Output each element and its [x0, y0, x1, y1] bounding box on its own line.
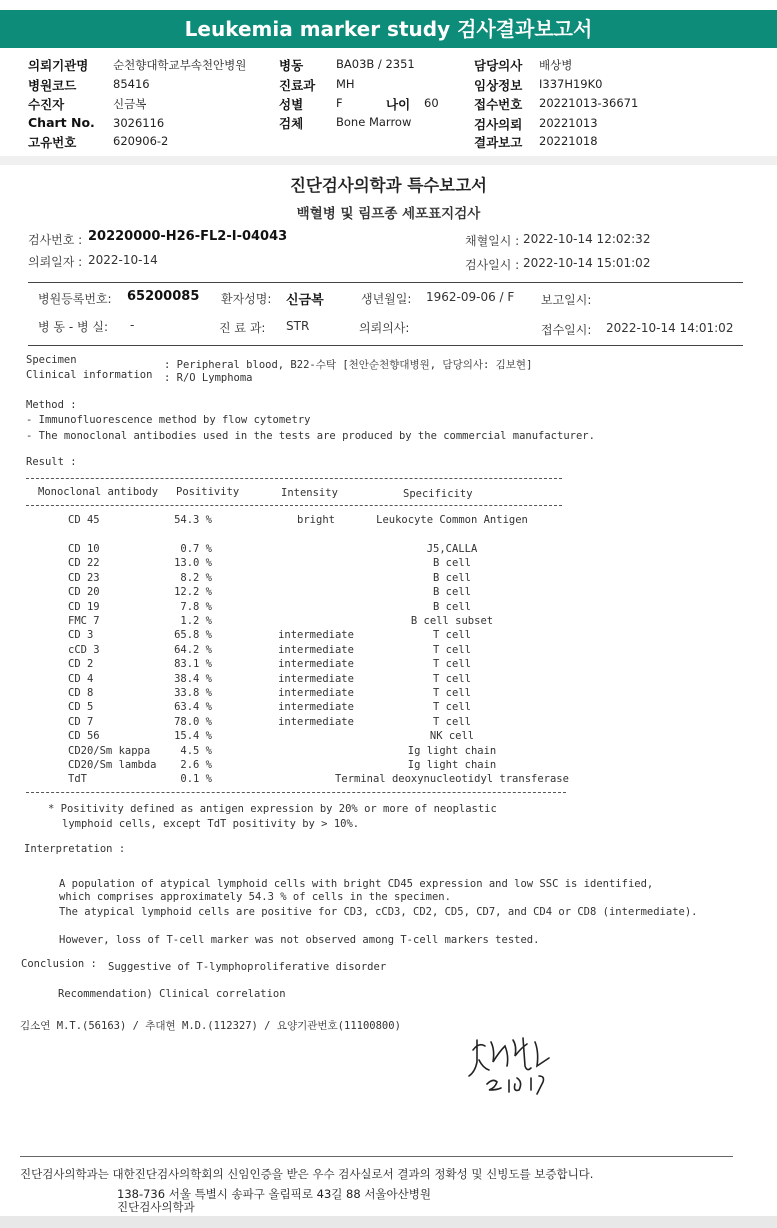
row-specificity: T cell: [433, 643, 471, 656]
row-intensity: intermediate: [278, 672, 354, 685]
report-subtitle: 백혈병 및 림프종 세포표지검사: [296, 206, 481, 222]
header-value: 배상병: [539, 58, 573, 72]
recommendation: Recommendation) Clinical correlation: [58, 988, 286, 1000]
reg-label: 병원등록번호:: [38, 292, 112, 306]
reg-no: 65200085: [127, 289, 200, 304]
row-specificity: T cell: [433, 658, 471, 671]
report-title: 진단검사의학과 특수보고서: [289, 176, 487, 195]
dob: 1962-09-06 / F: [426, 290, 515, 304]
header-value: 85416: [113, 77, 150, 91]
row-intensity: intermediate: [278, 658, 354, 671]
row-specificity: T cell: [433, 672, 471, 685]
header-label: 접수번호: [474, 97, 523, 112]
row-antibody: CD 7: [68, 715, 94, 728]
req-date-label: 의뢰일자 :: [28, 255, 83, 269]
row-specificity: T cell: [433, 701, 471, 714]
row-specificity: J5,CALLA: [426, 543, 478, 555]
row-specificity: T cell: [433, 715, 471, 728]
row-specificity: B cell: [433, 600, 471, 613]
header-value: 신금복: [113, 97, 147, 111]
bottom-margin: [0, 1216, 777, 1228]
header-value: MH: [336, 77, 355, 91]
header-label: 검체: [279, 116, 304, 131]
header-label: 검사의뢰: [474, 117, 523, 132]
age-value: 60: [424, 96, 439, 110]
row-positivity: 0.1 %: [180, 773, 212, 786]
table-header-specificity: Specificity: [403, 488, 473, 500]
exam-no: 20220000-H26-FL2-I-04043: [88, 229, 288, 244]
row-intensity: intermediate: [278, 701, 354, 714]
row-specificity: B cell: [433, 571, 471, 584]
row-positivity: 12.2 %: [174, 586, 212, 599]
row-positivity: 15.4 %: [174, 730, 212, 743]
row-specificity: B cell subset: [410, 615, 494, 627]
header-label: Chart No.: [28, 115, 95, 130]
header-label: 병원코드: [28, 78, 77, 93]
table-header-positivity: Positivity: [176, 486, 240, 498]
specimen-value: : Peripheral blood, B22-수탁 [천안순천향대병원, 담당의사: 김보현]: [164, 359, 533, 371]
interpretation-line: However, loss of T-cell marker was not observed among T-cell markers tested.: [59, 934, 540, 946]
row-antibody: CD 5: [68, 701, 94, 714]
row-positivity: 8.2 %: [180, 571, 212, 584]
row-antibody: CD 45: [68, 514, 100, 526]
interpretation-line: A population of atypical lymphoid cells with bright CD45 expression and low SSC is identified,: [59, 878, 654, 890]
header-value: F: [336, 96, 343, 110]
collect-label: 채혈일시 :: [465, 234, 520, 248]
header-value: 3026116: [113, 116, 165, 130]
row-specificity: Leukocyte Common Antigen: [376, 514, 528, 526]
row-antibody: CD 4: [68, 672, 94, 685]
row-specificity: Ig light chain: [407, 744, 497, 757]
header-label: 진료과: [279, 78, 316, 93]
report-banner: Leukemia marker study 검사결과보고서: [0, 10, 777, 48]
row-positivity: 1.2 %: [180, 615, 212, 627]
row-specificity: T cell: [433, 629, 471, 642]
row-positivity: 63.4 %: [174, 701, 212, 714]
row-antibody: CD 2: [68, 658, 94, 671]
exam-no-label: 검사번호 :: [28, 233, 83, 247]
header-label: 의뢰기관명: [28, 58, 89, 73]
row-intensity: intermediate: [278, 629, 354, 642]
divider: [28, 345, 743, 346]
row-specificity: Terminal deoxynucleotidyl transferase: [335, 773, 569, 786]
row-specificity: B cell: [433, 586, 471, 599]
clinical-label: Clinical information: [26, 369, 153, 381]
footnote-line: * Positivity defined as antigen expression by 20% or more of neoplastic: [48, 803, 497, 815]
clinical-value: : R/O Lymphoma: [164, 372, 253, 384]
table-header-antibody: Monoclonal antibody: [38, 486, 159, 498]
row-antibody: CD 23: [68, 571, 100, 584]
row-antibody: CD 56: [68, 730, 100, 743]
row-positivity: 13.0 %: [174, 557, 212, 570]
row-positivity: 65.8 %: [174, 629, 212, 642]
row-antibody: CD 3: [68, 629, 94, 642]
row-positivity: 78.0 %: [174, 715, 212, 728]
req-date: 2022-10-14: [88, 253, 158, 267]
interpretation-line: which comprises approximately 54.3 % of cells in the specimen.: [59, 891, 451, 903]
row-intensity: bright: [297, 514, 335, 526]
row-specificity: T cell: [433, 687, 471, 699]
row-positivity: 2.6 %: [180, 759, 212, 771]
row-antibody: CD 22: [68, 557, 100, 570]
table-rule: [26, 505, 562, 506]
row-positivity: 54.3 %: [174, 514, 212, 526]
handwritten-signature: [465, 1032, 585, 1102]
footer-dept: 진단검사의학과: [117, 1200, 195, 1214]
interpretation-title: Interpretation :: [24, 843, 126, 855]
header-value: 620906-2: [113, 134, 169, 148]
ward: -: [130, 318, 135, 332]
receipt-label: 접수일시:: [541, 323, 592, 337]
result-title: Result :: [26, 456, 77, 468]
row-positivity: 4.5 %: [180, 744, 212, 757]
header-value: 20221013: [539, 116, 598, 130]
age-label: 나이: [386, 97, 411, 112]
header-label: 결과보고: [474, 135, 523, 150]
header-value: BA03B / 2351: [336, 57, 415, 71]
method-title: Method :: [26, 399, 77, 411]
dept: STR: [286, 319, 310, 333]
row-positivity: 33.8 %: [174, 687, 212, 699]
conclusion-label: Conclusion :: [21, 958, 97, 970]
table-header-intensity: Intensity: [281, 487, 338, 499]
row-positivity: 64.2 %: [174, 643, 212, 656]
row-antibody: CD20/Sm kappa: [68, 744, 151, 757]
row-antibody: CD 19: [68, 600, 100, 613]
row-positivity: 38.4 %: [174, 672, 212, 685]
dept-label: 진 료 과:: [219, 321, 266, 335]
divider: [20, 1156, 733, 1157]
footnote-line: lymphoid cells, except TdT positivity by > 10%.: [62, 818, 360, 830]
name-label: 환자성명:: [221, 292, 272, 306]
header-value: 20221018: [539, 134, 598, 148]
patient-name: 신금복: [286, 293, 324, 308]
row-positivity: 83.1 %: [174, 658, 212, 671]
ward-label: 병 동 - 병 실:: [38, 320, 108, 334]
row-antibody: CD 10: [68, 543, 100, 555]
footer-statement: 진단검사의학과는 대한진단검사의학회의 신임인증을 받은 우수 검사실로서 결과의 정확성 및 신빙도를 보증합니다.: [20, 1167, 594, 1181]
header-label: 임상정보: [474, 78, 523, 93]
header-value: I337H19K0: [539, 77, 603, 91]
row-antibody: cCD 3: [68, 643, 100, 656]
row-specificity: NK cell: [429, 730, 475, 743]
row-antibody: CD20/Sm lambda: [68, 759, 157, 771]
row-antibody: TdT: [68, 773, 87, 786]
header-label: 고유번호: [28, 135, 77, 150]
table-rule: [26, 478, 562, 479]
doctor-label: 의뢰의사:: [359, 321, 410, 335]
row-intensity: intermediate: [278, 715, 354, 728]
header-label: 담당의사: [474, 58, 523, 73]
report-date-label: 보고일시:: [541, 293, 592, 307]
collect-time: 2022-10-14 12:02:32: [523, 232, 651, 246]
row-antibody: FMC 7: [68, 615, 100, 627]
test-label: 검사일시 :: [465, 258, 520, 272]
row-antibody: CD 20: [68, 586, 100, 599]
header-label: 성별: [279, 97, 304, 112]
signers: 김소연 M.T.(56163) / 추대현 M.D.(112327) / 요양기관번호(11100800): [20, 1020, 401, 1032]
method-line: - The monoclonal antibodies used in the tests are produced by the commercial manufacturer.: [26, 430, 595, 442]
footer-address: 138-736 서울 특별시 송파구 올림픽로 43길 88 서울아산병원: [117, 1187, 431, 1201]
row-specificity: B cell: [433, 557, 471, 570]
header-label: 병동: [279, 58, 304, 73]
header-value: 순천향대학교부속천안병원: [113, 58, 247, 72]
conclusion-text: Suggestive of T-lymphoproliferative disorder: [108, 961, 387, 973]
receipt-time: 2022-10-14 14:01:02: [606, 321, 734, 335]
header-label: 수진자: [28, 97, 65, 112]
header-value: 20221013-36671: [539, 96, 639, 110]
section-separator: [0, 156, 777, 165]
test-time: 2022-10-14 15:01:02: [523, 256, 651, 270]
row-intensity: intermediate: [278, 643, 354, 656]
table-rule: [26, 792, 566, 793]
dob-label: 생년월일:: [361, 292, 412, 306]
row-positivity: 0.7 %: [180, 543, 212, 555]
interpretation-line: The atypical lymphoid cells are positive for CD3, cCD3, CD2, CD5, CD7, and CD4 or CD8 (intermediate).: [59, 906, 698, 918]
row-positivity: 7.8 %: [180, 600, 212, 613]
divider: [28, 282, 743, 283]
specimen-label: Specimen: [26, 354, 77, 366]
row-intensity: intermediate: [278, 687, 354, 699]
header-value: Bone Marrow: [336, 115, 412, 129]
row-specificity: Ig light chain: [407, 759, 497, 771]
row-antibody: CD 8: [68, 687, 94, 699]
method-line: - Immunofluorescence method by flow cytometry: [26, 414, 311, 426]
